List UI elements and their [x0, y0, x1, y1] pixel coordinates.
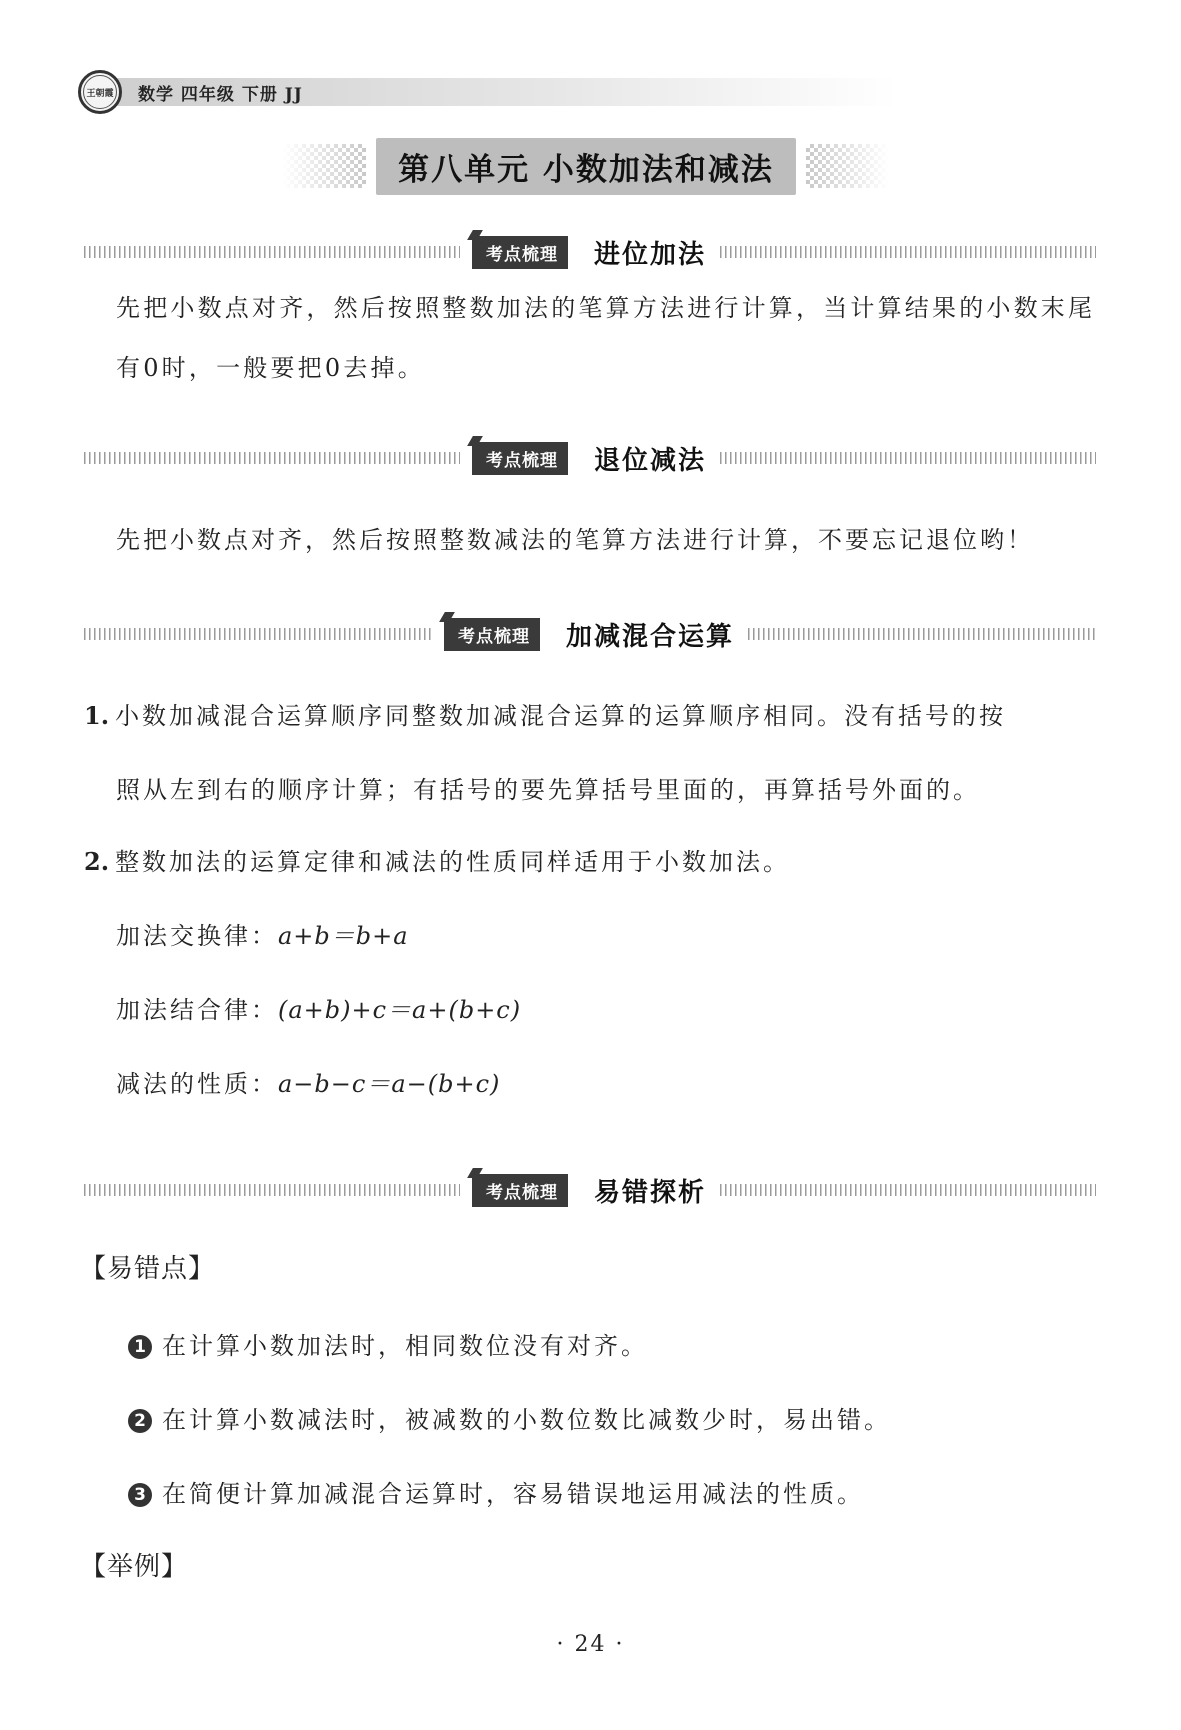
- publisher-logo: [78, 70, 122, 114]
- running-title: 数学 四年级 下册 JJ: [116, 78, 898, 106]
- error-text: 在计算小数加法时，相同数位没有对齐。: [162, 1332, 648, 1360]
- dashed-rule: [84, 1184, 460, 1196]
- section-text: 先把小数点对齐，然后按照整数加法的笔算方法进行计算，当计算结果的小数末尾有0时，一般要把0去掉。: [116, 294, 1096, 382]
- example-heading: 【举例】: [80, 1552, 189, 1582]
- section-header-borrow-subtraction: [84, 438, 1096, 478]
- item-text: 整数加法的运算定律和减法的性质同样适用于小数加法。: [115, 848, 791, 876]
- section-header-mixed-operations: [84, 614, 1096, 654]
- unit-title-banner: [282, 140, 890, 192]
- error-text: 在计算小数减法时，被减数的小数位数比减数少时，易出错。: [162, 1406, 891, 1434]
- dashed-rule: [720, 452, 1096, 464]
- dashed-rule: [720, 246, 1096, 258]
- law-label: 加法交换律：: [116, 922, 278, 950]
- law-label: 加法结合律：: [116, 996, 278, 1024]
- item-text-continued: 照从左到右的顺序计算；有括号的要先算括号里面的，再算括号外面的。: [116, 776, 980, 804]
- dashed-rule: [720, 1184, 1096, 1196]
- section-tag: 考点梳理: [472, 236, 568, 269]
- section-tag: 考点梳理: [444, 618, 540, 651]
- unit-title: 第八单元 小数加法和减法: [376, 138, 796, 195]
- list-item: [84, 696, 1006, 731]
- logo-text: 王朝霞: [83, 75, 117, 109]
- running-header: [78, 70, 898, 114]
- dashed-rule: [84, 246, 460, 258]
- circled-number-icon: 2: [128, 1409, 152, 1433]
- item-text: 小数加减混合运算顺序同整数加减混合运算的运算顺序相同。没有括号的按: [115, 702, 1007, 730]
- item-number: 1.: [84, 701, 110, 730]
- checker-decoration-left: [282, 144, 366, 188]
- law-commutative: [116, 916, 409, 951]
- section-text: 先把小数点对齐，然后按照整数减法的笔算方法进行计算，不要忘记退位哟！: [116, 526, 1034, 554]
- law-formula: a+b＝b+a: [278, 922, 409, 950]
- section-title: 加减混合运算: [566, 621, 735, 652]
- section-header-error-analysis: [84, 1170, 1096, 1210]
- section-tag: 考点梳理: [472, 1174, 568, 1207]
- law-formula: a−b−c＝a−(b+c): [278, 1070, 501, 1098]
- law-subtraction-property: [116, 1064, 500, 1099]
- circled-number-icon: 3: [128, 1483, 152, 1507]
- item-number: 2.: [84, 847, 110, 876]
- error-text: 在简便计算加减混合运算时，容易错误地运用减法的性质。: [162, 1480, 864, 1508]
- dashed-rule: [84, 628, 432, 640]
- section-title: 退位减法: [594, 445, 707, 476]
- error-item: [128, 1326, 648, 1361]
- law-formula: (a+b)+c＝a+(b+c): [278, 996, 522, 1024]
- law-label: 减法的性质：: [116, 1070, 278, 1098]
- dashed-rule: [748, 628, 1096, 640]
- list-item: [84, 842, 790, 877]
- checker-decoration-right: [806, 144, 890, 188]
- section-tag: 考点梳理: [472, 442, 568, 475]
- error-item: [128, 1474, 864, 1509]
- law-associative: [116, 990, 521, 1025]
- circled-number-icon: 1: [128, 1335, 152, 1359]
- section-header-carry-addition: [84, 232, 1096, 272]
- dashed-rule: [84, 452, 460, 464]
- section-title: 易错探析: [594, 1177, 707, 1208]
- page-number: · 24 ·: [556, 1632, 625, 1657]
- section-title: 进位加法: [594, 239, 707, 270]
- error-item: [128, 1400, 891, 1435]
- error-points-heading: 【易错点】: [80, 1254, 216, 1284]
